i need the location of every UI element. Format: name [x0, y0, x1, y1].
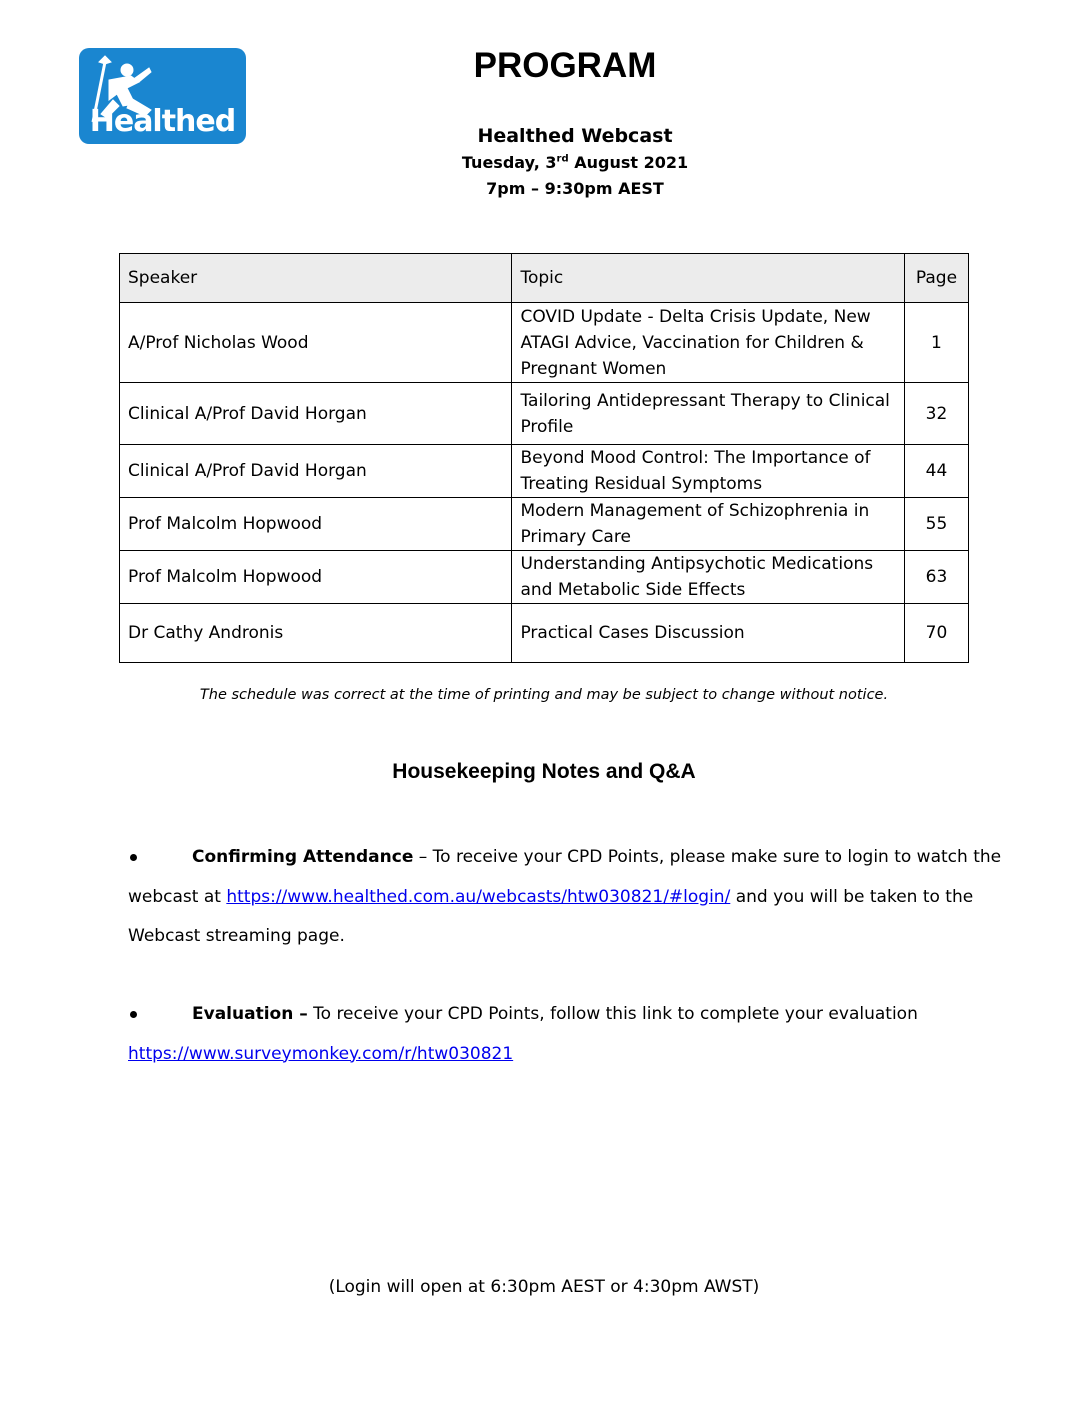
page-title: PROGRAM: [473, 46, 657, 85]
table-row: [120, 604, 969, 663]
speaker-cell: Prof Malcolm Hopwood: [120, 498, 512, 551]
page-cell: 63: [904, 551, 968, 604]
table-row: [120, 303, 969, 383]
event-date: Tuesday, 3rd August 2021: [461, 153, 689, 172]
event-time: 7pm – 9:30pm AEST: [486, 179, 664, 198]
topic-cell: Modern Management of Schizophrenia in Primary Care: [512, 498, 904, 551]
table-row: [120, 383, 969, 445]
bullet-icon: [128, 838, 192, 878]
topic-cell: Beyond Mood Control: The Importance of Treating Residual Symptoms: [512, 445, 904, 498]
speaker-cell: Clinical A/Prof David Horgan: [120, 383, 512, 445]
column-header-speaker: Speaker: [120, 254, 512, 303]
logo-wordmark: Healthed: [89, 104, 236, 139]
bullet-text: To receive your CPD Points, follow this link to complete your evaluation: [307, 1004, 918, 1024]
bullet-evaluation: [128, 995, 1028, 1074]
page-cell: 1: [904, 303, 968, 383]
topic-cell: COVID Update - Delta Crisis Update, New ATAGI Advice, Vaccination for Children & Pregnant Women: [512, 303, 904, 383]
bullet-confirming-attendance: [128, 838, 1028, 957]
page-cell: 70: [904, 604, 968, 663]
table-row: [120, 498, 969, 551]
bullet-icon: [128, 995, 192, 1035]
housekeeping-title: Housekeeping Notes and Q&A: [392, 760, 696, 783]
bullet-label: Evaluation –: [192, 1004, 308, 1024]
topic-cell: Understanding Antipsychotic Medications and Metabolic Side Effects: [512, 551, 904, 604]
bullet-label: Confirming Attendance: [192, 847, 414, 867]
table-header-row: [120, 254, 969, 303]
program-table: [119, 253, 969, 663]
topic-cell: Practical Cases Discussion: [512, 604, 904, 663]
evaluation-survey-link[interactable]: https://www.surveymonkey.com/r/htw030821: [128, 1043, 514, 1064]
schedule-note: The schedule was correct at the time of printing and may be subject to change without notice.: [199, 687, 889, 703]
column-header-topic: Topic: [512, 254, 904, 303]
event-name: Healthed Webcast: [477, 125, 673, 147]
speaker-cell: Dr Cathy Andronis: [120, 604, 512, 663]
speaker-cell: A/Prof Nicholas Wood: [120, 303, 512, 383]
speaker-cell: Prof Malcolm Hopwood: [120, 551, 512, 604]
table-row: [120, 551, 969, 604]
page-cell: 32: [904, 383, 968, 445]
login-open-note: (Login will open at 6:30pm AEST or 4:30pm AWST): [328, 1277, 760, 1297]
speaker-cell: Clinical A/Prof David Horgan: [120, 445, 512, 498]
webcast-login-link[interactable]: https://www.healthed.com.au/webcasts/htw030821/#login/: [226, 886, 731, 907]
page-cell: 55: [904, 498, 968, 551]
bullet-text: and you will be taken to the Webcast streaming page.: [128, 886, 974, 946]
bullet-text: – To receive your CPD Points, please make sure to login to watch the webcast at: [128, 847, 1002, 907]
topic-cell: Tailoring Antidepressant Therapy to Clinical Profile: [512, 383, 904, 445]
page-cell: 44: [904, 445, 968, 498]
table-row: [120, 445, 969, 498]
column-header-page: Page: [904, 254, 968, 303]
